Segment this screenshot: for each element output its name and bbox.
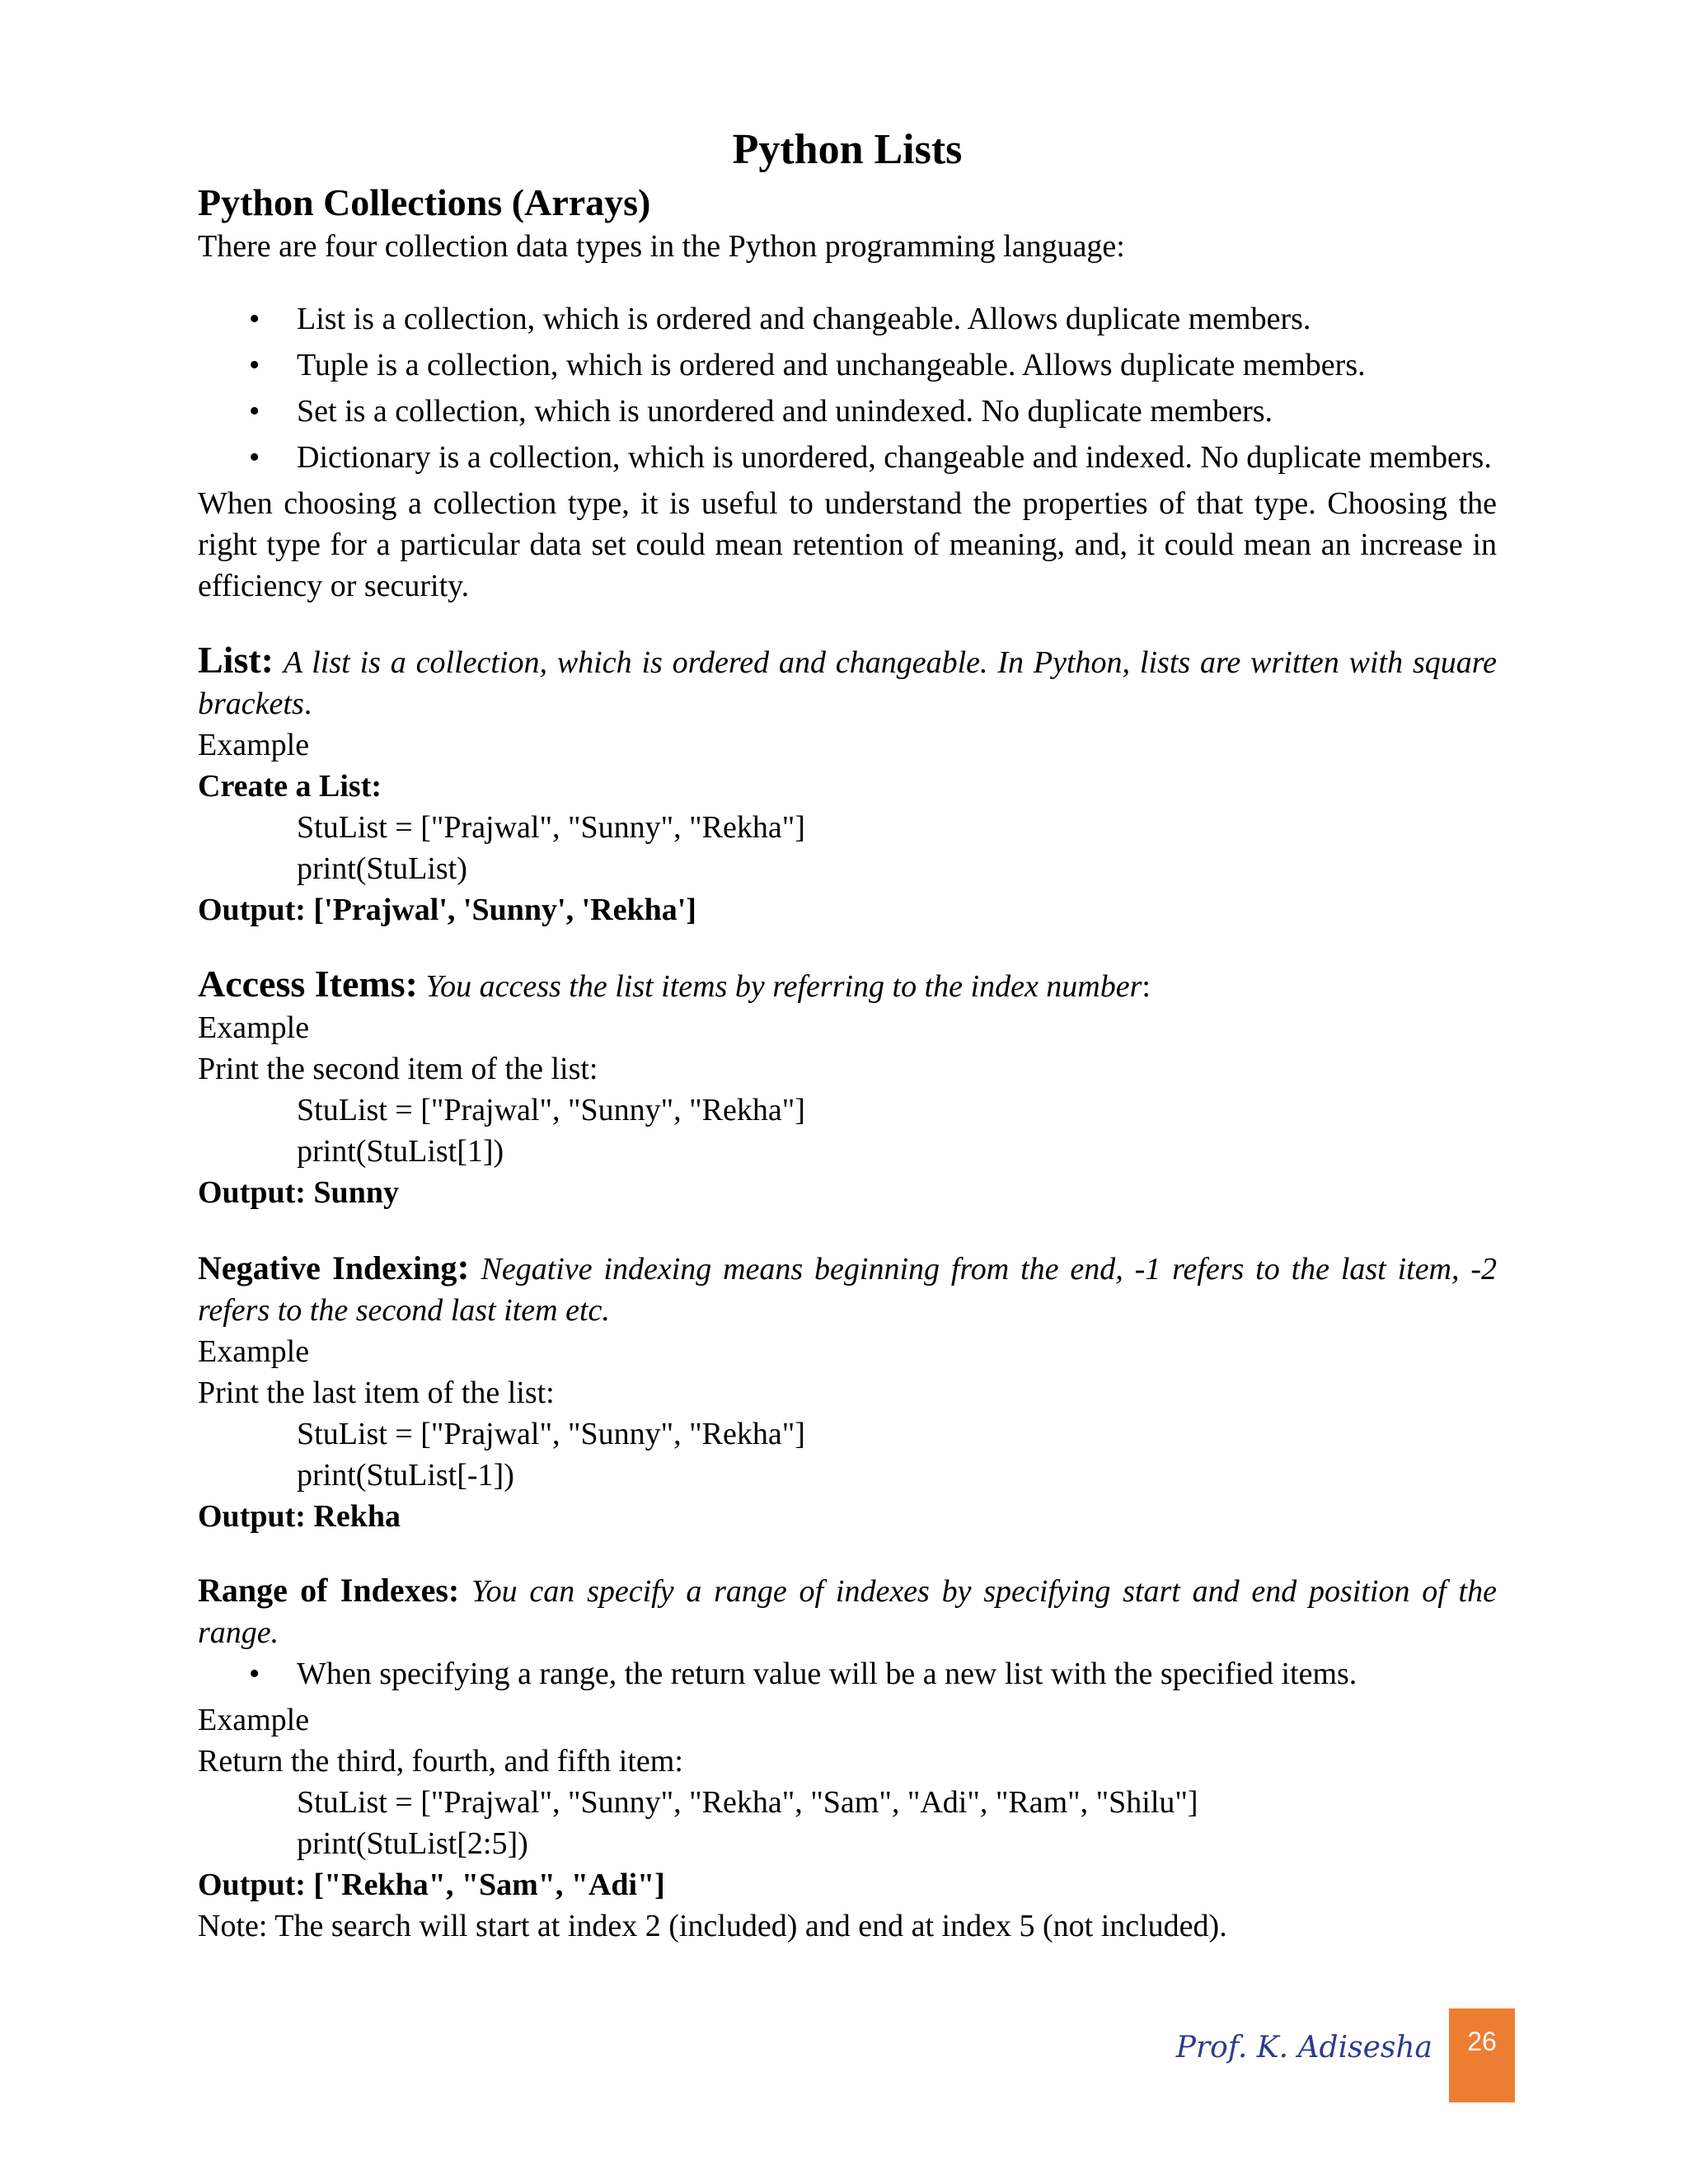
list-item: • List is a collection, which is ordered and changeable. Allows duplicate members. <box>198 298 1497 340</box>
list-subheading: Create a List: <box>198 769 382 804</box>
page-number-badge: 26 <box>1449 2008 1515 2102</box>
code-line: StuList = ["Prajwal", "Sunny", "Rekha"] <box>297 810 805 845</box>
collections-intro: There are four collection data types in the Python programming language: <box>198 229 1125 264</box>
access-example-label: Example <box>198 1010 310 1045</box>
code-line: StuList = ["Prajwal", "Sunny", "Rekha"] <box>297 1417 805 1451</box>
list-label: List: <box>198 639 274 681</box>
page-content <box>198 120 1497 1947</box>
page-title: Python Lists <box>732 126 963 173</box>
code-line: StuList = ["Prajwal", "Sunny", "Rekha", "Sam", "Adi", "Ram", "Shilu"] <box>297 1785 1198 1820</box>
access-description-end: : <box>1142 969 1151 1004</box>
negative-definition <box>198 1246 1497 1331</box>
range-note: Note: The search will start at index 2 (included) and end at index 5 (not included). <box>198 1909 1227 1943</box>
access-description: You access the list items by referring to the index number <box>425 969 1142 1004</box>
range-instruction: Return the third, fourth, and fifth item: <box>198 1744 683 1779</box>
collections-paragraph: When choosing a collection type, it is useful to understand the properties of that type. Choosing the right type for a particular data set could mean retention of meaning, and, it could mean an increase in efficiency or security. <box>198 486 1497 603</box>
collections-bullet-list <box>198 298 1497 478</box>
negative-description: Negative indexing means beginning from the end, -1 refers to the last item, -2 refers to the second last item etc. <box>198 1252 1497 1328</box>
list-output: Output: ['Prajwal', 'Sunny', 'Rekha'] <box>198 893 696 927</box>
code-line: StuList = ["Prajwal", "Sunny", "Rekha"] <box>297 1093 805 1127</box>
code-line: print(StuList) <box>297 851 467 886</box>
negative-instruction: Print the last item of the list: <box>198 1376 555 1410</box>
access-instruction: Print the second item of the list: <box>198 1052 598 1086</box>
range-definition <box>198 1570 1497 1653</box>
footer-author: Prof. K. Adisesha <box>1175 2031 1432 2064</box>
range-bullet-list <box>198 1653 1497 1694</box>
range-label: Range of Indexes: <box>198 1572 460 1609</box>
collections-heading: Python Collections (Arrays) <box>198 181 651 223</box>
code-line: print(StuList[2:5]) <box>297 1826 528 1861</box>
range-output: Output: ["Rekha", "Sam", "Adi"] <box>198 1868 665 1902</box>
code-line: print(StuList[-1]) <box>297 1458 514 1493</box>
negative-example-label: Example <box>198 1334 310 1369</box>
code-line: print(StuList[1]) <box>297 1134 504 1169</box>
list-description: A list is a collection, which is ordered and changeable. In Python, lists are written with square brackets <box>198 645 1498 721</box>
list-item: • When specifying a range, the return value will be a new list with the specified items. <box>198 1653 1497 1694</box>
access-label: Access Items: <box>198 963 418 1005</box>
list-example-label: Example <box>198 728 310 762</box>
list-item: • Dictionary is a collection, which is unordered, changeable and indexed. No duplicate members. <box>198 437 1497 478</box>
access-output: Output: Sunny <box>198 1175 399 1210</box>
list-item: • Tuple is a collection, which is ordered and unchangeable. Allows duplicate members. <box>198 344 1497 386</box>
range-example-label: Example <box>198 1703 310 1737</box>
negative-label: Negative Indexing <box>198 1249 457 1286</box>
access-definition <box>198 963 1497 1007</box>
negative-label-colon: : <box>457 1245 470 1287</box>
list-item: • Set is a collection, which is unordered and unindexed. No duplicate members. <box>198 391 1497 432</box>
list-definition <box>198 640 1497 724</box>
list-description-end: . <box>303 687 312 721</box>
range-description: You can specify a range of indexes by specifying start and end position of the range. <box>198 1574 1497 1650</box>
negative-output: Output: Rekha <box>198 1499 401 1534</box>
